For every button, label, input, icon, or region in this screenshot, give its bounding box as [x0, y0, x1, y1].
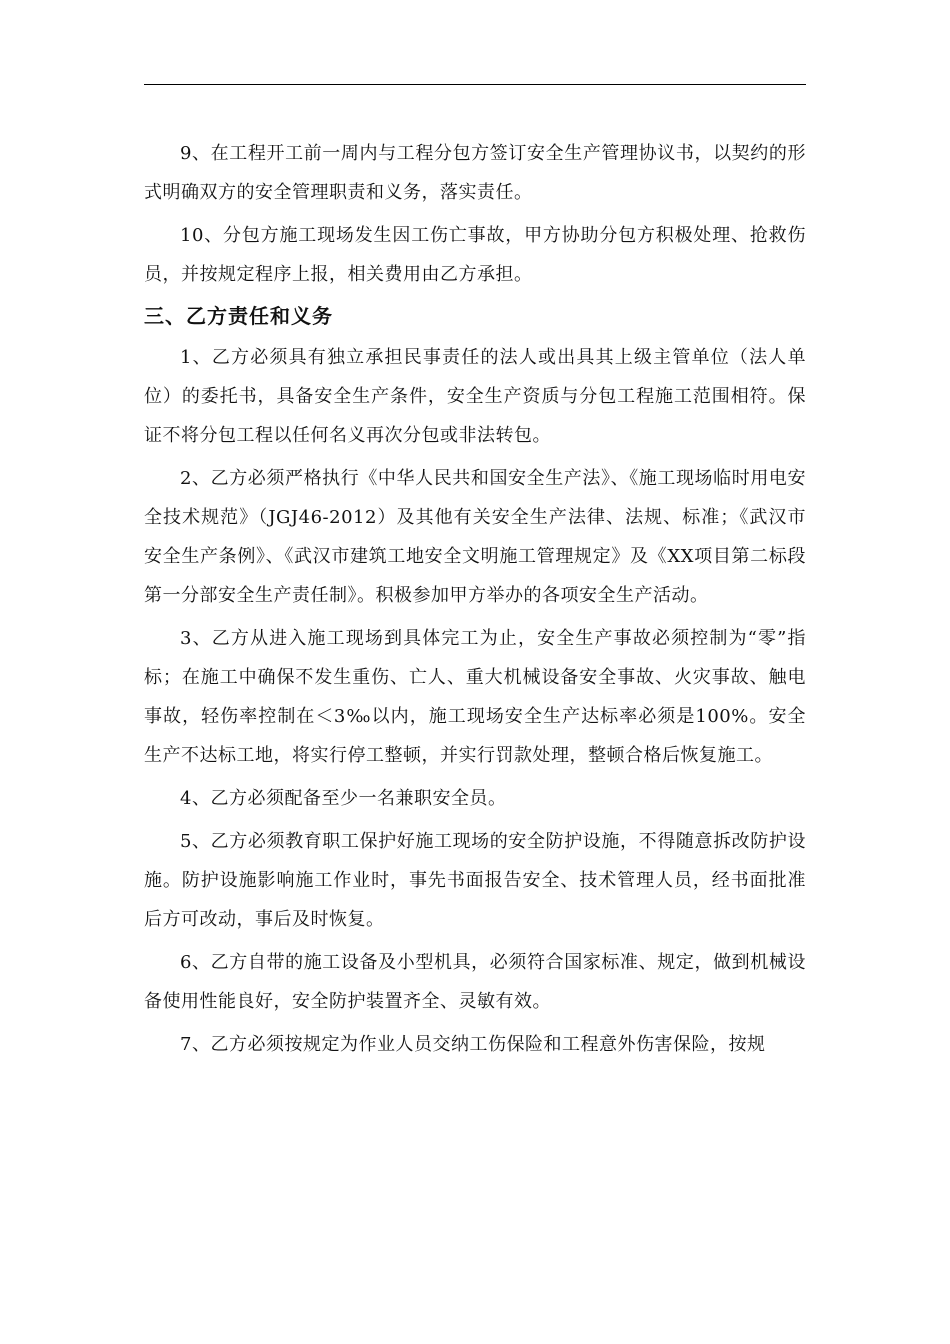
paragraph-party-b-4: 4、乙方必须配备至少一名兼职安全员。 — [180, 788, 507, 809]
paragraph-party-b-6: 6、乙方自带的施工设备及小型机具，必须符合国家标准、规定，做到机械设备使用性能良好，安全防护装置齐全、灵敏有效。 — [144, 952, 806, 1012]
paragraph-party-b-1: 1、乙方必须具有独立承担民事责任的法人或出具其上级主管单位（法人单位）的委托书，具备安全生产条件，安全生产资质与分包工程施工范围相符。保证不将分包工程以任何名义再次分包或非法转包。 — [144, 347, 806, 446]
document-body — [144, 134, 806, 1068]
paragraph-party-b-5: 5、乙方必须教育职工保护好施工现场的安全防护设施，不得随意拆改防护设施。防护设施影响施工作业时，事先书面报告安全、技术管理人员，经书面批准后方可改动，事后及时恢复。 — [144, 831, 806, 930]
paragraph-clause-10: 10、分包方施工现场发生因工伤亡事故，甲方协助分包方积极处理、抢救伤员，并按规定程序上报，相关费用由乙方承担。 — [144, 225, 806, 285]
header-rule — [144, 84, 806, 85]
paragraph-clause-9: 9、在工程开工前一周内与工程分包方签订安全生产管理协议书，以契约的形式明确双方的安全管理职责和义务，落实责任。 — [144, 143, 806, 203]
paragraph-party-b-3: 3、乙方从进入施工现场到具体完工为止，安全生产事故必须控制为“零”指标；在施工中确保不发生重伤、亡人、重大机械设备安全事故、火灾事故、触电事故，轻伤率控制在＜3‰以内，施工现场安全生产达标率必须是100%。安全生产不达标工地，将实行停工整顿，并实行罚款处理，整顿合格后恢复施工。 — [144, 628, 806, 766]
paragraph-party-b-2: 2、乙方必须严格执行《中华人民共和国安全生产法》、《施工现场临时用电安全技术规范》（JGJ46-2012）及其他有关安全生产法律、法规、标准；《武汉市安全生产条例》、《武汉市建筑工地安全文明施工管理规定》及《XX项目第二标段第一分部安全生产责任制》。积极参加甲方举办的各项安全生产活动。 — [144, 468, 806, 606]
paragraph-party-b-7: 7、乙方必须按规定为作业人员交纳工伤保险和工程意外伤害保险，按规 — [180, 1034, 766, 1055]
section-heading: 三、乙方责任和义务 — [144, 304, 333, 328]
